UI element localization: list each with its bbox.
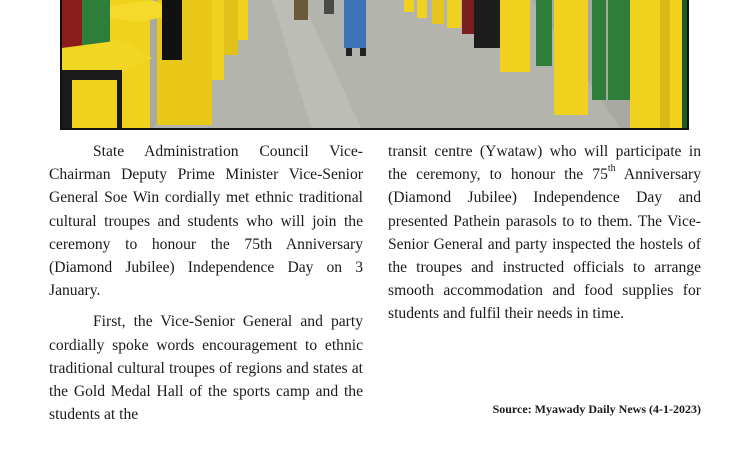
photo-scene	[62, 0, 689, 130]
article-column-right	[388, 140, 701, 326]
ordinal-suffix: th	[607, 163, 616, 175]
article-column-left	[49, 140, 363, 426]
article-paragraph-2: First, the Vice-Senior General and party cordially spoke words encouragement to ethnic traditional cultural troupes of regions and states at the Gold Medal Hall of the sports camp and the students at the	[49, 313, 363, 424]
paragraph-3-text-a: transit centre (Ywataw) who will participate in the ceremony, to honour the 75	[388, 143, 701, 184]
article-paragraph-3	[388, 140, 701, 326]
article-paragraph-1: State Administration Council Vice-Chairman Deputy Prime Minister Vice-Senior General Soe Win cordially met ethnic traditional cultural troupes and students who will join the ceremony to honour the 75th Anniversary (Diamond Jubilee) Independence Day on 3 January.	[49, 143, 363, 300]
paragraph-3-text-b: Anniversary (Diamond Jubilee) Independence Day and presented Pathein parasols to to them. The Vice-Senior General and party inspected the hostels of the troupes and instructed officials to arrange smooth accommodation and food supplies for students and fulfil their needs in time.	[388, 166, 701, 323]
news-photo	[60, 0, 689, 130]
source-credit: Source: Myawady Daily News (4-1-2023)	[492, 402, 701, 416]
